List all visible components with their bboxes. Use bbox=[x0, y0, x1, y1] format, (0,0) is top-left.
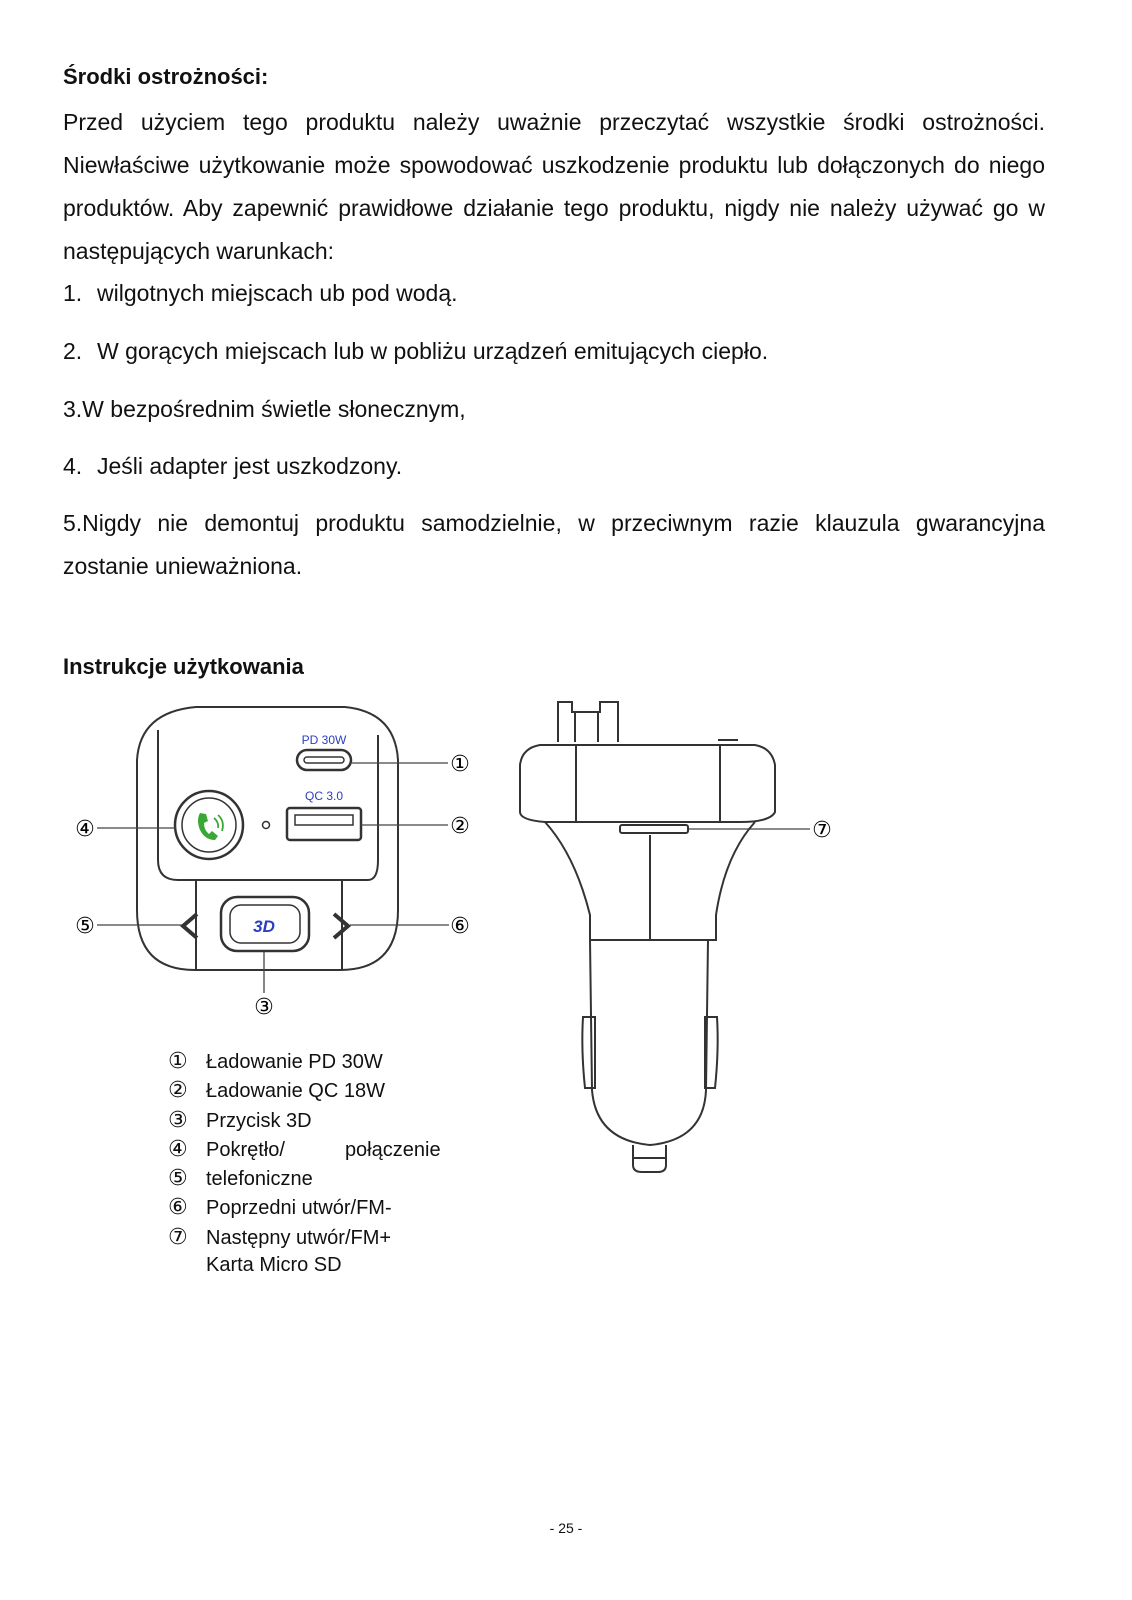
callout-3: ③ bbox=[254, 995, 274, 1020]
item-number: 4. bbox=[63, 453, 83, 479]
instructions-heading: Instrukcje użytkowania bbox=[63, 654, 304, 679]
item-text: W gorących miejscach lub w pobliżu urządzeń emitujących ciepło. bbox=[97, 338, 769, 364]
signal-waves-icon bbox=[214, 815, 223, 831]
page-number: - 25 - bbox=[549, 1520, 583, 1536]
legend-mark: ⑤ bbox=[168, 1165, 188, 1191]
legend-mark: ⑦ bbox=[168, 1223, 188, 1249]
side-head bbox=[520, 745, 775, 822]
microphone-hole-icon bbox=[263, 822, 270, 829]
3d-label: 3D bbox=[253, 917, 275, 936]
item-text: 5.Nigdy nie demontuj produktu samodzielnie, w przeciwnym razie klauzula gwarancyjna zostanie unieważniona. bbox=[63, 510, 1045, 579]
chevron-left-icon bbox=[183, 914, 197, 938]
legend-text: Ładowanie QC 18W bbox=[206, 1080, 385, 1103]
item-text: wilgotnych miejscach ub pod wodą. bbox=[97, 280, 458, 306]
precautions-intro: Przed użyciem tego produktu należy uważnie przeczytać wszystkie środki ostrożności. Niewłaściwe użytkowanie może spowodować uszkodzenie produktu lub dołączonych do niego produktów. Aby zapewnić prawidłowe działanie tego produktu, nigdy nie należy używać go w następujących warunkach: bbox=[63, 109, 1045, 264]
legend-mark: ④ bbox=[168, 1135, 188, 1161]
side-top-clip bbox=[558, 702, 618, 742]
pd-label: PD 30W bbox=[301, 733, 347, 747]
precautions-heading: Środki ostrożności: bbox=[63, 64, 269, 89]
legend-item-7 bbox=[168, 1222, 441, 1251]
qc-label: QC 3.0 bbox=[304, 789, 344, 803]
knob-inner-ring bbox=[182, 798, 236, 852]
micro-sd-slot-icon bbox=[620, 825, 688, 833]
callout-4: ④ bbox=[75, 817, 95, 842]
legend-text: telefoniczne bbox=[206, 1168, 313, 1191]
legend-text: Pokrętło/ bbox=[206, 1138, 285, 1161]
legend-tail: Karta Micro SD bbox=[206, 1254, 342, 1277]
callout-1: ① bbox=[450, 752, 470, 777]
item-number: 2. bbox=[63, 338, 83, 364]
item-text: Jeśli adapter jest uszkodzony. bbox=[97, 453, 403, 479]
legend-text-b: połączenie bbox=[344, 1138, 441, 1161]
usb-c-inner-icon bbox=[304, 757, 344, 763]
callout-5: ⑤ bbox=[75, 914, 95, 939]
legend-item-4 bbox=[168, 1134, 441, 1163]
callout-6: ⑥ bbox=[450, 914, 470, 939]
legend-text: Przycisk 3D bbox=[206, 1109, 312, 1132]
item-text: 3.W bezpośrednim świetle słonecznym, bbox=[63, 396, 466, 422]
diagram-legend bbox=[168, 1046, 441, 1280]
usb-c-port-icon bbox=[297, 750, 351, 770]
legend-text: Następny utwór/FM+ bbox=[206, 1226, 392, 1249]
legend-mark: ③ bbox=[168, 1106, 188, 1132]
legend-text: Poprzedni utwór/FM- bbox=[206, 1197, 392, 1220]
side-contact-left bbox=[582, 1017, 595, 1088]
legend-mark: ⑥ bbox=[168, 1194, 188, 1220]
legend-item-1 bbox=[168, 1046, 441, 1075]
legend-item-2 bbox=[168, 1075, 441, 1104]
usb-a-port-icon bbox=[287, 808, 361, 840]
side-view-charger bbox=[520, 702, 775, 1172]
legend-item-6 bbox=[168, 1192, 441, 1221]
callout-2: ② bbox=[450, 814, 470, 839]
usb-a-inner-icon bbox=[295, 815, 353, 825]
knob-icon bbox=[175, 791, 243, 859]
legend-mark: ② bbox=[168, 1077, 188, 1103]
phone-call-icon bbox=[198, 813, 218, 840]
legend-item-5 bbox=[168, 1163, 441, 1192]
legend-item-3 bbox=[168, 1105, 441, 1134]
legend-mark: ① bbox=[168, 1048, 188, 1073]
callout-7: ⑦ bbox=[812, 818, 832, 843]
legend-text: Ładowanie PD 30W bbox=[206, 1051, 383, 1073]
side-barrel bbox=[590, 940, 708, 1145]
item-number: 1. bbox=[63, 280, 83, 306]
